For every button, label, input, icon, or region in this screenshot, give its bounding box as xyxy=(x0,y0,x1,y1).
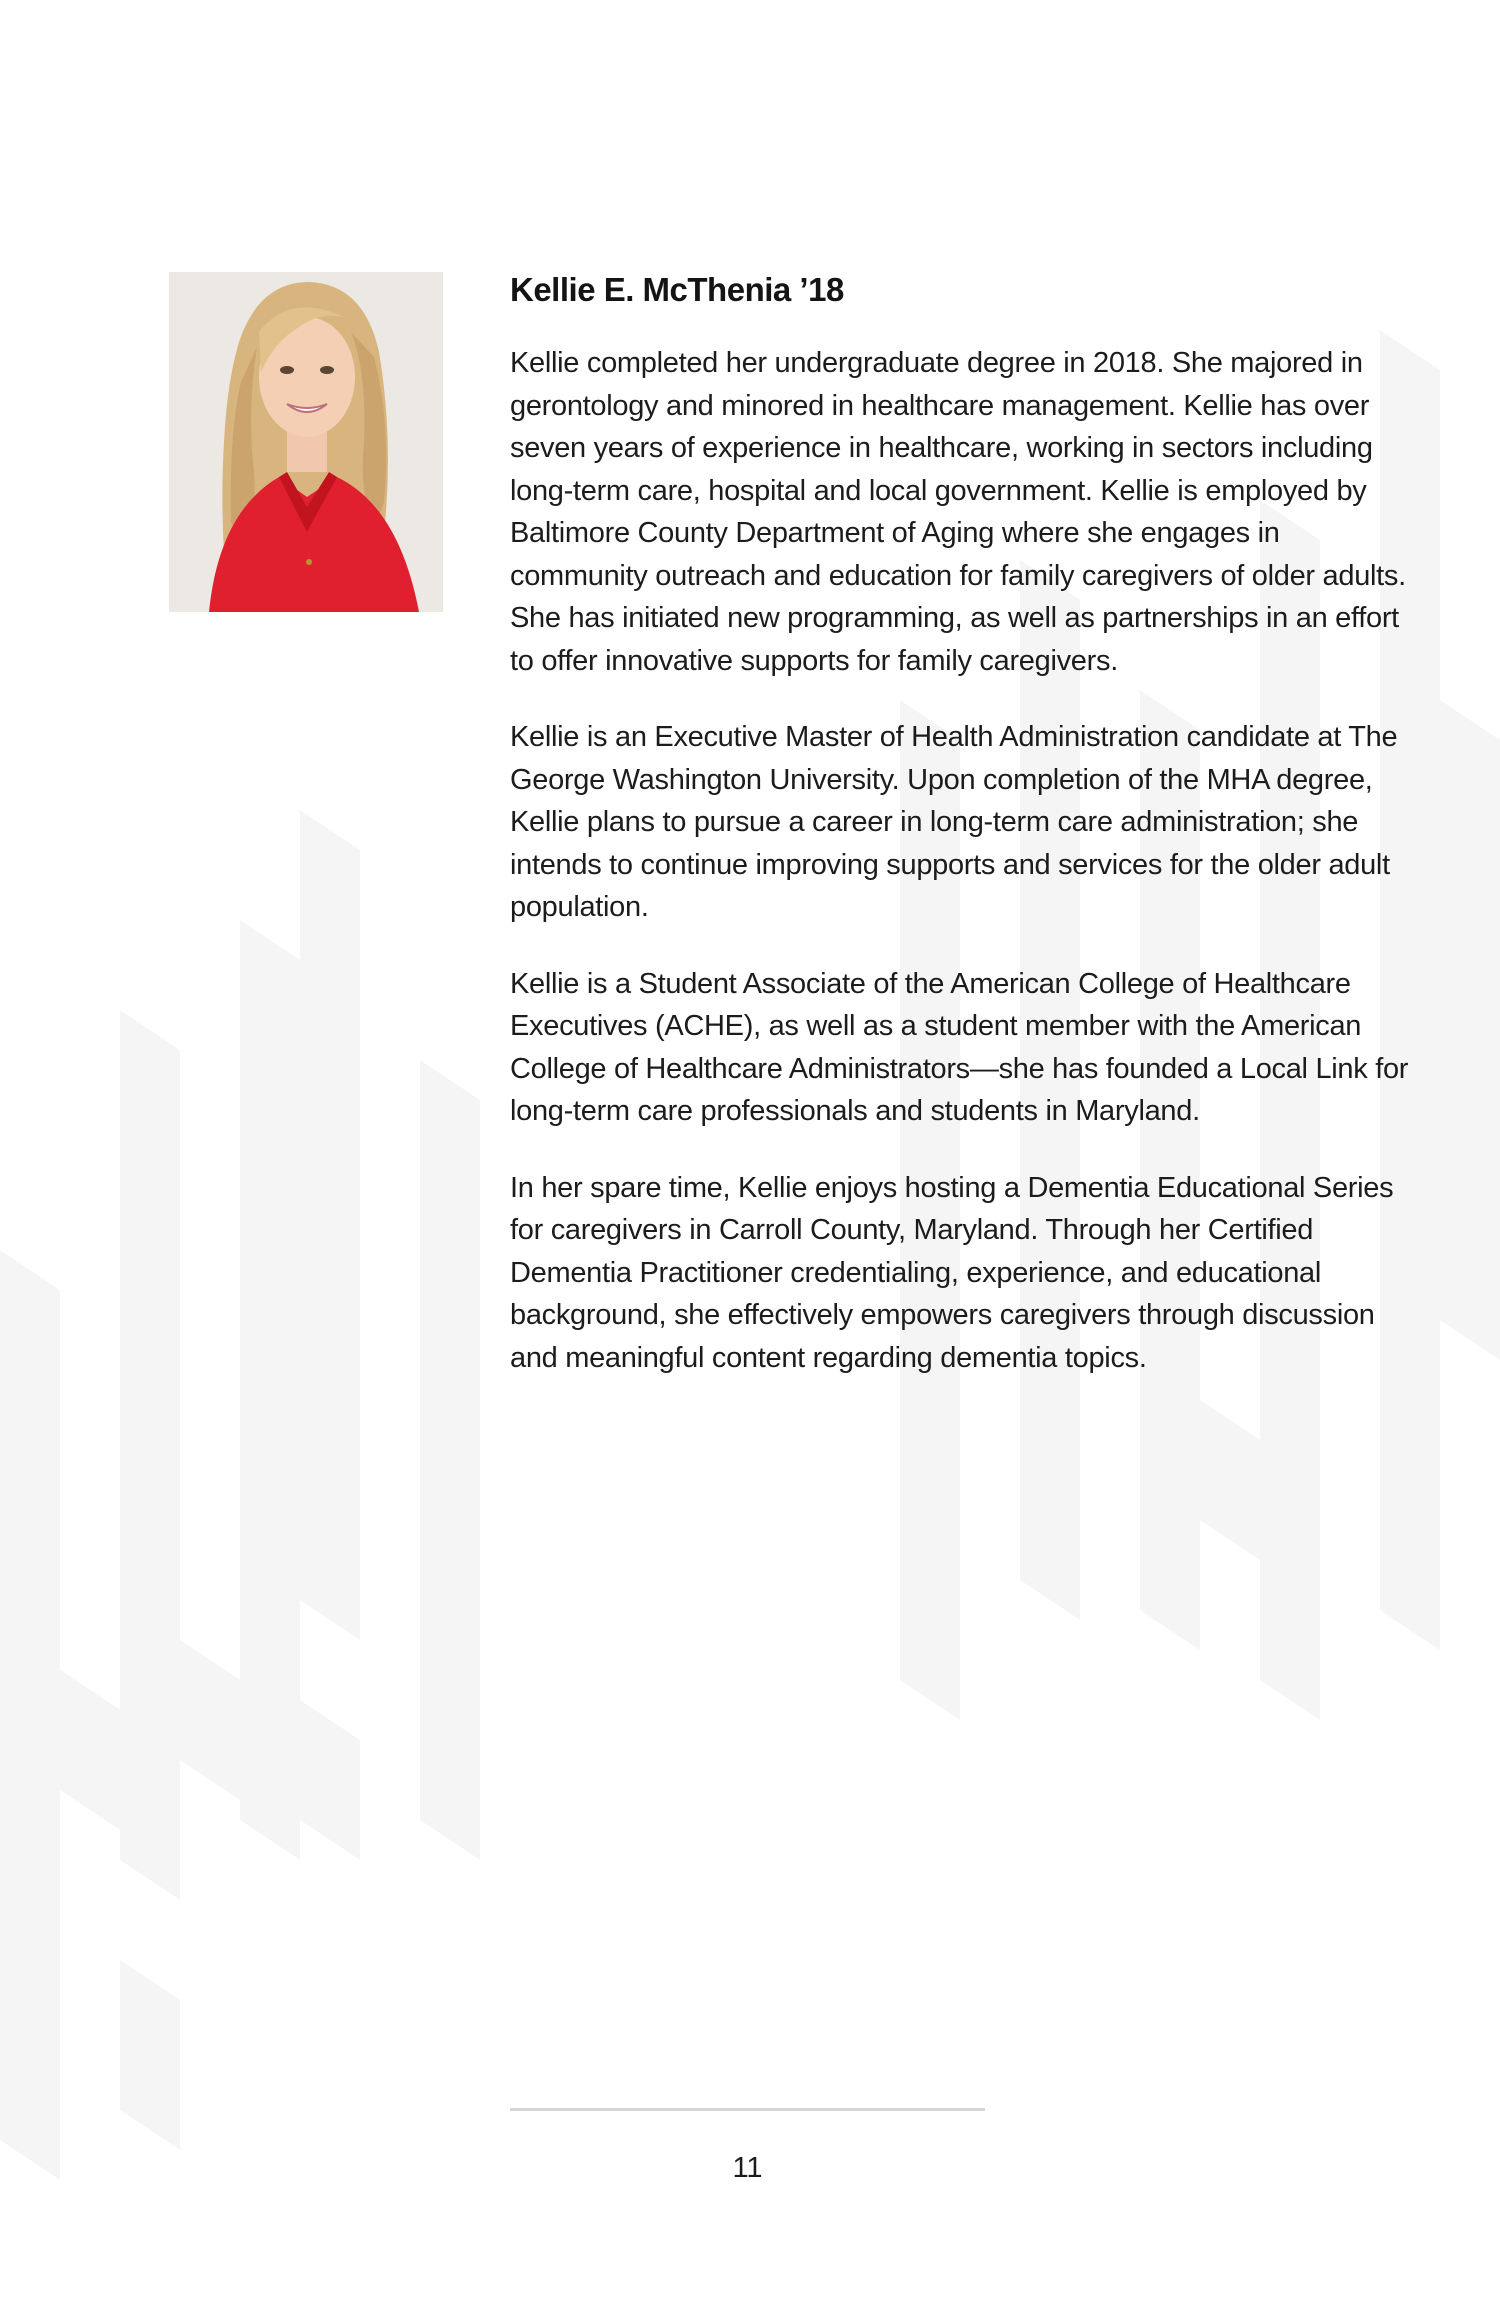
bio-paragraph: Kellie is an Executive Master of Health Administration candidate at The George Washington University. Upon completion of the MHA degree, Kellie plans to pursue a career in long-term care administration; she intends to continue improving supports and services for the older adult population. xyxy=(510,721,1398,923)
page-number: 11 xyxy=(732,2152,763,2184)
bio-content xyxy=(510,268,1410,1413)
profile-photo xyxy=(169,272,443,612)
profile-name: Kellie E. McThenia ’18 xyxy=(510,271,844,308)
bio-paragraph: In her spare time, Kellie enjoys hosting a Dementia Educational Series for caregivers in Carroll County, Maryland. Through her Certified Dementia Practitioner credentialing, experience, and educational background, she effectively empowers caregivers through discussion and meaningful content regarding dementia topics. xyxy=(510,1171,1394,1374)
footer-divider xyxy=(510,2108,985,2111)
bio-paragraph: Kellie is a Student Associate of the American College of Healthcare Executives (ACHE), as well as a student member with the American College of Healthcare Administrators—she has founded a Local Link for long-term care professionals and students in Maryland. xyxy=(510,967,1409,1127)
bio-paragraph: Kellie completed her undergraduate degree in 2018. She majored in gerontology and minored in healthcare management. Kellie has over seven years of experience in healthcare, working in sectors including long-term care, hospital and local government. Kellie is employed by Baltimore County Department of Aging where she engages in community outreach and education for family caregivers of older adults. She has initiated new programming, as well as partnerships in an effort to offer innovative supports for family caregivers. xyxy=(510,347,1406,677)
